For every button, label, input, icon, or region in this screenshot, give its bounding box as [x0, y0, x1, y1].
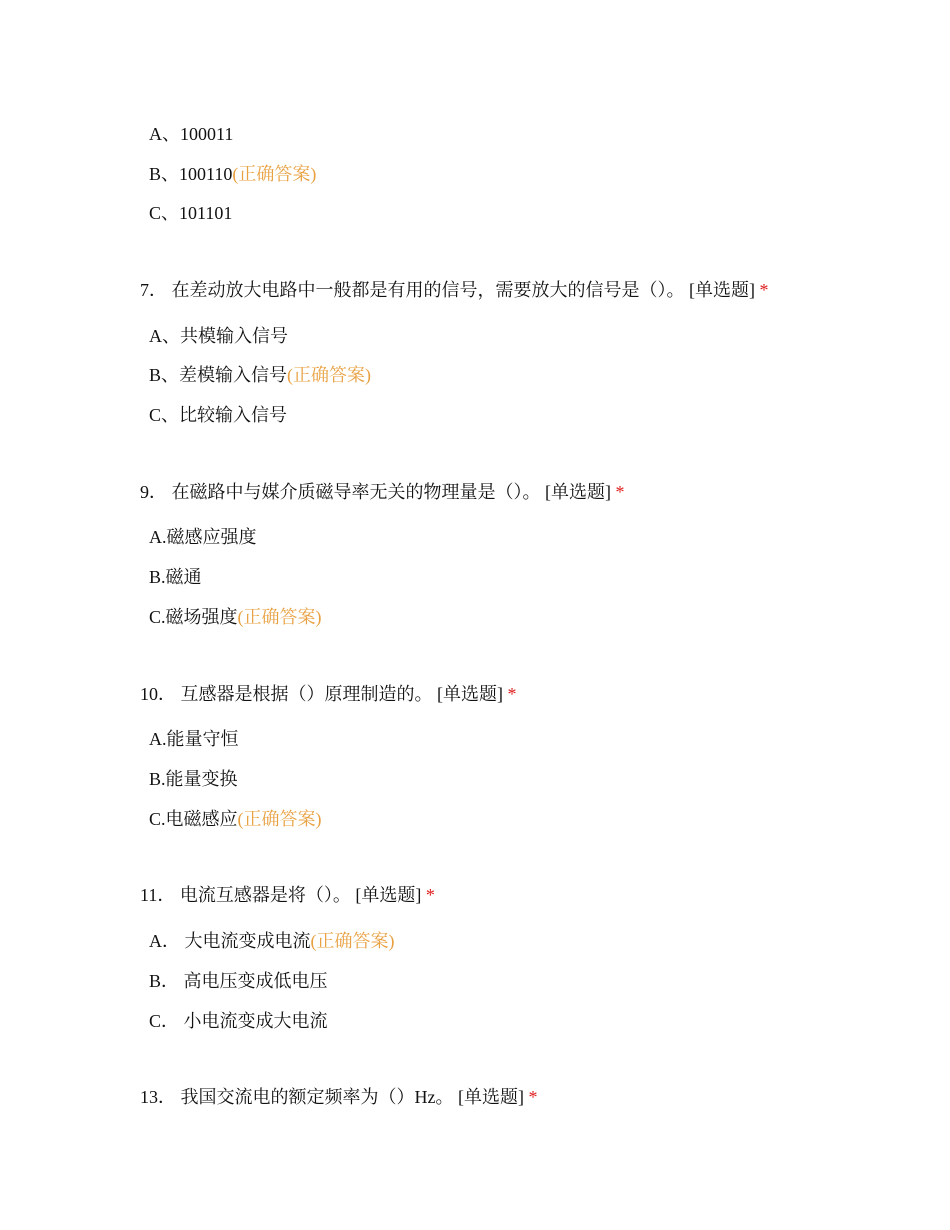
option-line — [149, 768, 238, 790]
question-title — [140, 683, 517, 705]
question-type: [单选题] — [458, 1087, 524, 1107]
question-title — [140, 279, 769, 301]
required-marker: * — [507, 684, 517, 704]
question-number: 10． — [140, 684, 176, 704]
option-text: A、共模输入信号 — [149, 326, 288, 346]
question-number: 13． — [140, 1087, 176, 1107]
option-text: C、比较输入信号 — [149, 405, 288, 425]
question-title — [140, 1086, 538, 1108]
option-line — [149, 566, 202, 588]
option-text: B． 高电压变成低电压 — [149, 971, 328, 991]
question-title — [140, 884, 435, 906]
option-line — [149, 364, 371, 386]
option-text: B.磁通 — [149, 567, 202, 587]
option-line — [149, 930, 395, 952]
option-line — [149, 606, 322, 628]
option-line — [149, 202, 232, 224]
option-line — [149, 970, 328, 992]
option-text: C.电磁感应 — [149, 809, 238, 829]
option-text: B、100110 — [149, 164, 233, 184]
question-number: 11． — [140, 885, 176, 905]
question-text: 在磁路中与媒介质磁导率无关的物理量是（）。 — [171, 482, 541, 502]
option-line — [149, 325, 288, 347]
option-text: A、100011 — [149, 124, 234, 144]
question-title — [140, 481, 625, 503]
question-type: [单选题] — [545, 482, 611, 502]
correct-answer-marker: (正确答案) — [237, 607, 322, 627]
option-line — [149, 526, 257, 548]
option-line — [149, 163, 316, 185]
option-line — [149, 808, 322, 830]
correct-answer-marker: (正确答案) — [310, 931, 395, 951]
option-text: A.磁感应强度 — [149, 527, 257, 547]
question-type: [单选题] — [355, 885, 422, 905]
option-line — [149, 728, 239, 750]
option-text: C.磁场强度 — [149, 607, 238, 627]
option-text: B.能量变换 — [149, 769, 238, 789]
required-marker: * — [425, 885, 435, 905]
question-type: [单选题] — [689, 280, 755, 300]
option-line — [149, 1010, 328, 1032]
correct-answer-marker: (正确答案) — [237, 809, 322, 829]
option-text: B、差模输入信号 — [149, 365, 288, 385]
required-marker: * — [615, 482, 625, 502]
question-number: 7． — [140, 280, 167, 300]
option-text: A． 大电流变成电流 — [149, 931, 311, 951]
question-type: [单选题] — [437, 684, 503, 704]
question-text: 电流互感器是将（）。 — [179, 885, 351, 905]
question-number: 9． — [140, 482, 167, 502]
option-line — [149, 123, 233, 145]
required-marker: * — [528, 1087, 538, 1107]
correct-answer-marker: (正确答案) — [232, 164, 317, 184]
option-text: C． 小电流变成大电流 — [149, 1011, 328, 1031]
question-text: 我国交流电的额定频率为（）Hz。 — [180, 1087, 454, 1107]
option-line — [149, 404, 287, 426]
correct-answer-marker: (正确答案) — [287, 365, 372, 385]
option-text: A.能量守恒 — [149, 729, 239, 749]
question-text: 在差动放大电路中一般都是有用的信号，需要放大的信号是（）。 — [171, 280, 685, 300]
question-text: 互感器是根据（）原理制造的。 — [180, 684, 433, 704]
option-text: C、101101 — [149, 203, 233, 223]
required-marker: * — [759, 280, 769, 300]
